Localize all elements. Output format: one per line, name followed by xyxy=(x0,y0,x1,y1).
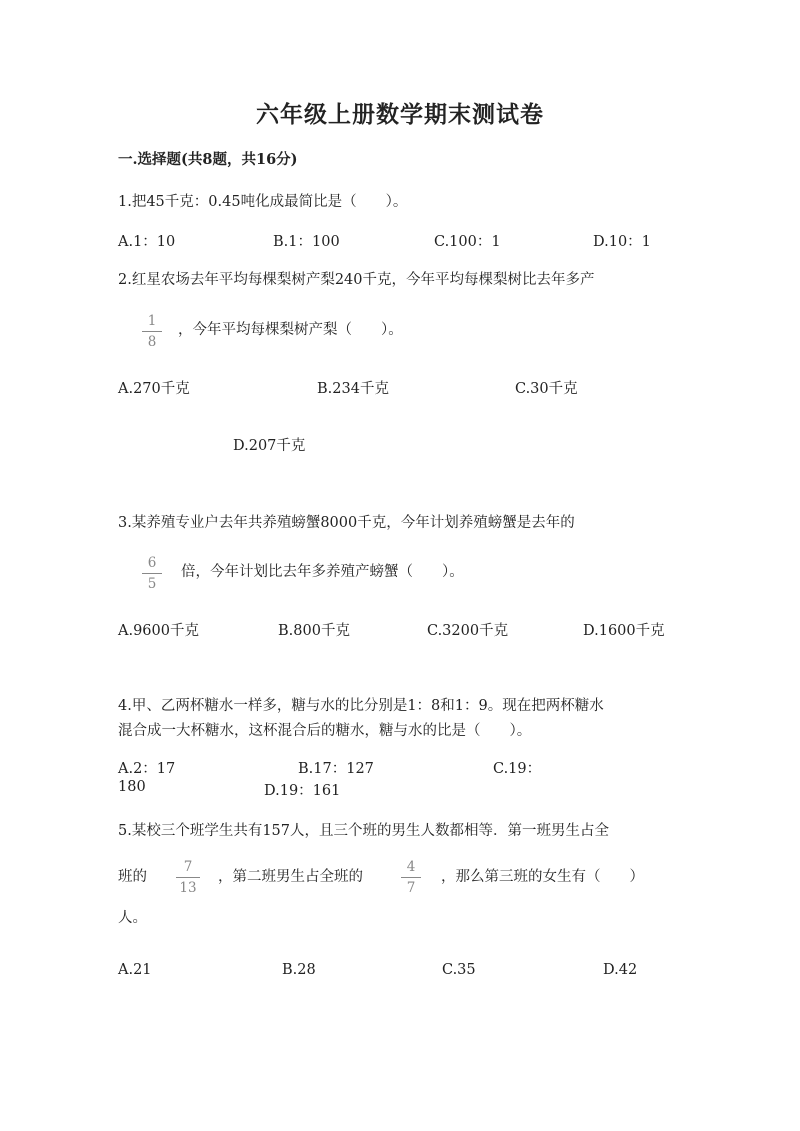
question-2-option-d: D.207千克 xyxy=(233,438,306,454)
question-2-option-b: B.234千克 xyxy=(317,381,389,397)
question-2-line-2: ，今年平均每棵梨树产梨（ ）。 xyxy=(178,322,403,338)
question-4-option-b: B.17：127 xyxy=(298,761,374,777)
fraction-bar xyxy=(142,573,162,574)
question-1-option-d: D.10：1 xyxy=(593,234,651,250)
fraction-denominator: 8 xyxy=(147,334,157,350)
question-5-line-3: 人。 xyxy=(118,910,147,926)
question-2-fraction xyxy=(140,314,164,349)
question-4-line-1: 4.甲、乙两杯糖水一样多，糖与水的比分别是1：8和1：9。现在把两杯糖水 xyxy=(118,698,604,714)
fraction-numerator: 7 xyxy=(183,859,193,875)
fraction-numerator: 1 xyxy=(147,313,157,329)
page-title: 六年级上册数学期末测试卷 xyxy=(256,101,544,128)
question-5-option-d: D.42 xyxy=(603,962,638,978)
question-2-option-c: C.30千克 xyxy=(515,381,578,397)
fraction-denominator: 5 xyxy=(147,576,157,592)
fraction-bar xyxy=(401,877,421,878)
question-3-option-a: A.9600千克 xyxy=(118,623,199,639)
question-5-line-2-tail: ，那么第三班的女生有（ ） xyxy=(441,869,644,885)
question-5-option-b: B.28 xyxy=(282,962,316,978)
fraction-denominator: 13 xyxy=(179,880,197,896)
question-5-line-2-lead: 班的 xyxy=(118,869,147,885)
question-3-option-c: C.3200千克 xyxy=(427,623,509,639)
question-3-fraction xyxy=(140,556,164,591)
question-4-option-d: D.19：161 xyxy=(264,783,341,799)
question-3-line-1: 3.某养殖专业户去年共养殖螃蟹8000千克，今年计划养殖螃蟹是去年的 xyxy=(118,515,575,531)
question-5-fraction-1 xyxy=(174,860,202,895)
section-heading: 一.选择题(共8题，共16分) xyxy=(118,151,298,168)
question-5-line-2-middle: ，第二班男生占全班的 xyxy=(218,869,363,885)
question-3-option-b: B.800千克 xyxy=(278,623,350,639)
question-5-fraction-2 xyxy=(399,860,423,895)
fraction-bar xyxy=(176,877,200,878)
question-4-line-2: 混合成一大杯糖水，这杯混合后的糖水，糖与水的比是（ ）。 xyxy=(118,723,532,739)
question-1-text: 1.把45千克：0.45吨化成最简比是（ ）。 xyxy=(118,194,408,210)
fraction-numerator: 4 xyxy=(406,859,416,875)
question-4-option-c: C.19： xyxy=(493,761,542,777)
question-4-option-a: A.2：17 xyxy=(118,761,176,777)
question-3-option-d: D.1600千克 xyxy=(583,623,665,639)
question-5-line-1: 5.某校三个班学生共有157人，且三个班的男生人数都相等．第一班男生占全 xyxy=(118,823,610,839)
question-4-option-c-continued: 180 xyxy=(118,779,146,795)
fraction-bar xyxy=(142,331,162,332)
question-1-option-c: C.100：1 xyxy=(434,234,501,250)
question-1-option-a: A.1：10 xyxy=(118,234,176,250)
question-2-line-1: 2.红星农场去年平均每棵梨树产梨240千克，今年平均每棵梨树比去年多产 xyxy=(118,272,595,288)
fraction-numerator: 6 xyxy=(147,555,157,571)
question-2-option-a: A.270千克 xyxy=(118,381,190,397)
fraction-denominator: 7 xyxy=(406,880,416,896)
question-3-line-2: 倍，今年计划比去年多养殖产螃蟹（ ）。 xyxy=(181,564,464,580)
question-1-option-b: B.1：100 xyxy=(273,234,340,250)
question-5-option-c: C.35 xyxy=(442,962,476,978)
question-5-option-a: A.21 xyxy=(118,962,152,978)
